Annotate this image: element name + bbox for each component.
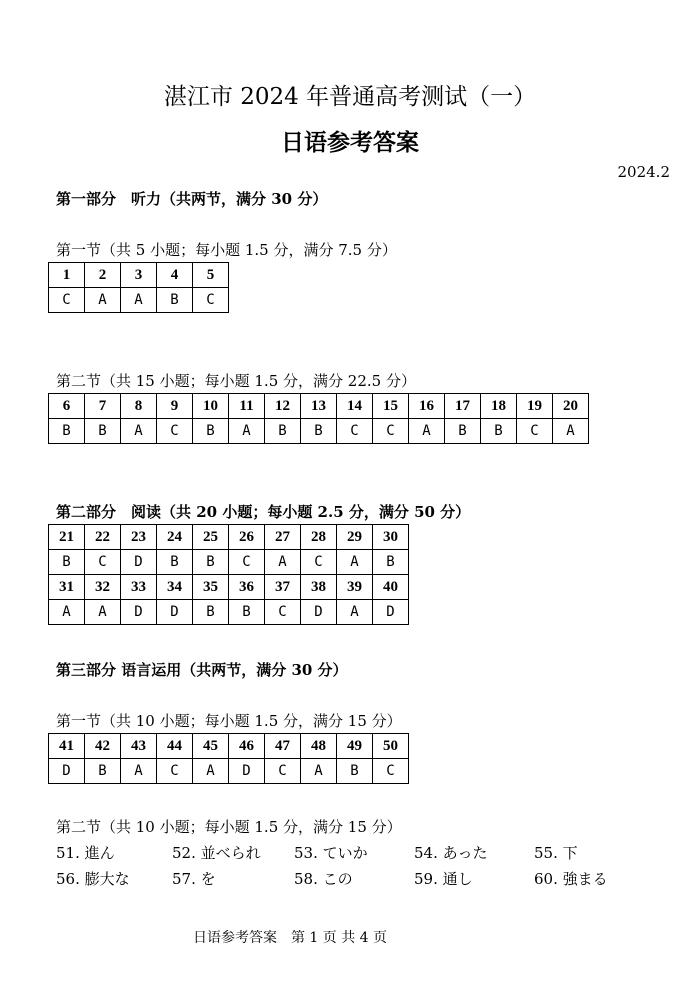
answer-cell: B	[49, 550, 85, 575]
table-number-row	[49, 525, 409, 550]
question-number: 4	[157, 263, 193, 288]
fill-answer: 58. この	[294, 870, 353, 888]
question-number: 43	[121, 734, 157, 759]
part2-heading: 第二部分 阅读（共 20 小题；每小题 2.5 分，满分 50 分）	[56, 503, 471, 521]
answer-cell: B	[193, 600, 229, 625]
question-number: 20	[553, 394, 589, 419]
question-number: 23	[121, 525, 157, 550]
answer-cell: C	[265, 759, 301, 784]
answer-cell: A	[49, 600, 85, 625]
answer-cell: C	[85, 550, 121, 575]
part1-section2-label: 第二节（共 15 小题；每小题 1.5 分，满分 22.5 分）	[56, 372, 416, 390]
answer-cell: B	[193, 550, 229, 575]
document-title: 湛江市 2024 年普通高考测试（一）	[163, 84, 537, 110]
question-number: 33	[121, 575, 157, 600]
question-number: 22	[85, 525, 121, 550]
question-number: 16	[409, 394, 445, 419]
answer-cell: A	[553, 419, 589, 444]
table-answer-row	[49, 759, 409, 784]
question-number: 40	[373, 575, 409, 600]
part3-section1-label: 第一节（共 10 小题；每小题 1.5 分，满分 15 分）	[56, 712, 402, 730]
table-answer-row	[49, 288, 229, 313]
question-number: 15	[373, 394, 409, 419]
answer-cell: B	[157, 288, 193, 313]
answer-cell: A	[409, 419, 445, 444]
question-number: 42	[85, 734, 121, 759]
answer-cell: A	[229, 419, 265, 444]
answer-cell: A	[85, 600, 121, 625]
answer-cell: A	[301, 759, 337, 784]
document-subtitle: 日语参考答案	[281, 129, 419, 156]
answer-cell: B	[85, 419, 121, 444]
answer-cell: D	[229, 759, 265, 784]
question-number: 44	[157, 734, 193, 759]
answer-cell: B	[49, 419, 85, 444]
answer-cell: D	[301, 600, 337, 625]
question-number: 11	[229, 394, 265, 419]
question-number: 34	[157, 575, 193, 600]
fill-answer: 59. 通し	[414, 870, 473, 888]
answer-cell: D	[121, 550, 157, 575]
table-answer-row	[49, 600, 409, 625]
question-number: 27	[265, 525, 301, 550]
question-number: 41	[49, 734, 85, 759]
question-number: 13	[301, 394, 337, 419]
part2-table	[48, 524, 409, 625]
question-number: 12	[265, 394, 301, 419]
answer-cell: C	[337, 419, 373, 444]
fill-answer: 53. ていか	[294, 844, 368, 862]
fill-answer: 57. を	[172, 870, 216, 888]
answer-cell: C	[49, 288, 85, 313]
answer-cell: C	[229, 550, 265, 575]
answer-cell: A	[337, 600, 373, 625]
question-number: 8	[121, 394, 157, 419]
question-number: 28	[301, 525, 337, 550]
part1-section1-label: 第一节（共 5 小题；每小题 1.5 分，满分 7.5 分）	[56, 241, 397, 259]
table-number-row	[49, 575, 409, 600]
fill-answer: 60. 強まる	[534, 870, 608, 888]
answer-cell: D	[157, 600, 193, 625]
question-number: 45	[193, 734, 229, 759]
page-footer: 日语参考答案 第 1 页 共 4 页	[192, 930, 388, 946]
answer-cell: B	[157, 550, 193, 575]
answer-cell: A	[193, 759, 229, 784]
fill-answer: 52. 並べられ	[172, 844, 261, 862]
question-number: 21	[49, 525, 85, 550]
question-number: 38	[301, 575, 337, 600]
answer-cell: B	[301, 419, 337, 444]
part3-heading: 第三部分 语言运用（共两节，满分 30 分）	[56, 661, 348, 679]
table-answer-row	[49, 419, 589, 444]
question-number: 32	[85, 575, 121, 600]
table-answer-row	[49, 550, 409, 575]
fill-answer: 54. あった	[414, 844, 488, 862]
document-date: 2024.2	[617, 163, 670, 181]
question-number: 2	[85, 263, 121, 288]
question-number: 49	[337, 734, 373, 759]
part1-section2-table	[48, 393, 589, 444]
answer-cell: D	[49, 759, 85, 784]
part3-section1-table	[48, 733, 409, 784]
question-number: 37	[265, 575, 301, 600]
answer-cell: B	[265, 419, 301, 444]
question-number: 19	[517, 394, 553, 419]
question-number: 50	[373, 734, 409, 759]
table-number-row	[49, 394, 589, 419]
answer-cell: C	[517, 419, 553, 444]
part1-heading: 第一部分 听力（共两节，满分 30 分）	[56, 190, 328, 208]
question-number: 17	[445, 394, 481, 419]
fill-answer: 56. 膨大な	[56, 870, 130, 888]
question-number: 14	[337, 394, 373, 419]
answer-cell: C	[157, 419, 193, 444]
answer-cell: C	[157, 759, 193, 784]
question-number: 3	[121, 263, 157, 288]
question-number: 7	[85, 394, 121, 419]
question-number: 30	[373, 525, 409, 550]
answer-cell: C	[265, 600, 301, 625]
answer-cell: B	[481, 419, 517, 444]
question-number: 24	[157, 525, 193, 550]
fill-answer: 51. 進ん	[56, 844, 115, 862]
question-number: 47	[265, 734, 301, 759]
answer-cell: B	[85, 759, 121, 784]
question-number: 39	[337, 575, 373, 600]
answer-cell: A	[121, 759, 157, 784]
question-number: 18	[481, 394, 517, 419]
answer-cell: B	[445, 419, 481, 444]
answer-cell: C	[301, 550, 337, 575]
question-number: 5	[193, 263, 229, 288]
answer-cell: C	[193, 288, 229, 313]
question-number: 1	[49, 263, 85, 288]
question-number: 26	[229, 525, 265, 550]
answer-cell: C	[373, 759, 409, 784]
question-number: 10	[193, 394, 229, 419]
question-number: 31	[49, 575, 85, 600]
question-number: 25	[193, 525, 229, 550]
part1-section1-table	[48, 262, 229, 313]
question-number: 48	[301, 734, 337, 759]
answer-cell: A	[121, 288, 157, 313]
question-number: 9	[157, 394, 193, 419]
table-number-row	[49, 734, 409, 759]
answer-cell: B	[373, 550, 409, 575]
answer-cell: A	[85, 288, 121, 313]
answer-cell: D	[373, 600, 409, 625]
answer-cell: A	[265, 550, 301, 575]
question-number: 29	[337, 525, 373, 550]
answer-cell: B	[229, 600, 265, 625]
part3-section2-label: 第二节（共 10 小题；每小题 1.5 分，满分 15 分）	[56, 818, 402, 836]
question-number: 35	[193, 575, 229, 600]
question-number: 6	[49, 394, 85, 419]
table-number-row	[49, 263, 229, 288]
fill-answer: 55. 下	[534, 844, 578, 862]
answer-cell: C	[373, 419, 409, 444]
answer-cell: B	[337, 759, 373, 784]
answer-cell: A	[121, 419, 157, 444]
answer-cell: D	[121, 600, 157, 625]
question-number: 36	[229, 575, 265, 600]
question-number: 46	[229, 734, 265, 759]
answer-cell: B	[193, 419, 229, 444]
answer-cell: A	[337, 550, 373, 575]
